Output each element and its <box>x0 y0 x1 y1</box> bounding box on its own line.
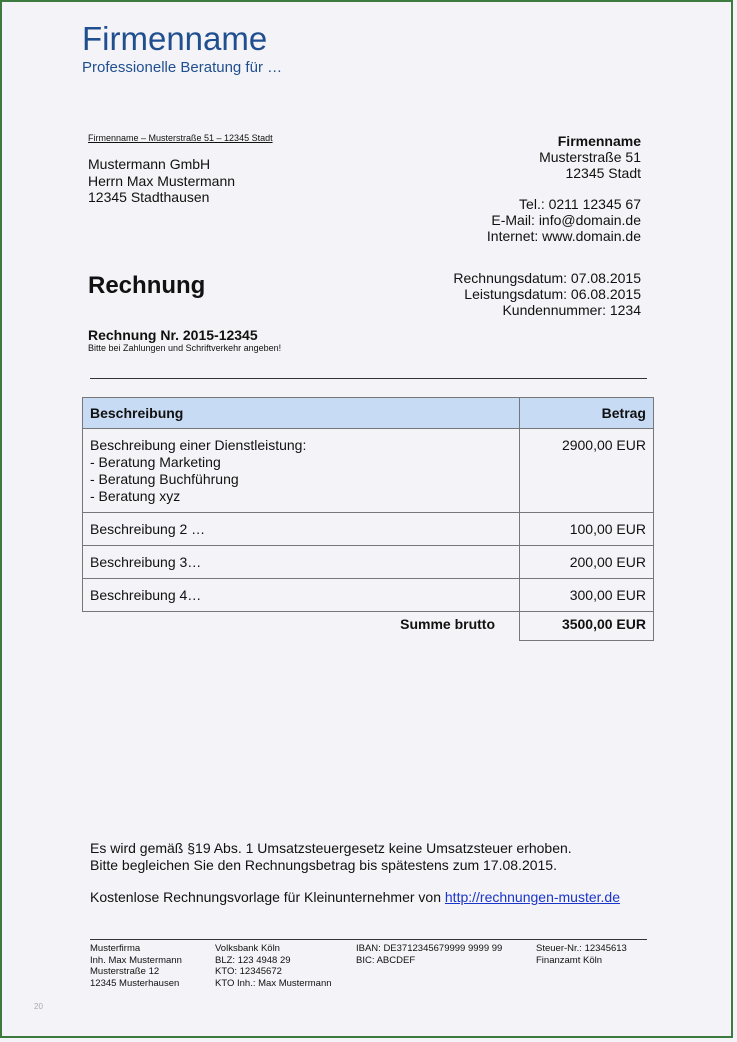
return-address-line: Firmenname – Musterstraße 51 – 12345 Stadt <box>88 133 273 143</box>
invoice-number-note: Bitte bei Zahlungen und Schriftverkehr angeben! <box>88 343 282 353</box>
recipient-city: 12345 Stadthausen <box>88 189 210 205</box>
footer-iban-column <box>356 943 502 966</box>
row-amount: 2900,00 EUR <box>520 429 654 513</box>
column-header-amount: Betrag <box>520 398 654 429</box>
template-credit-text: Kostenlose Rechnungsvorlage für Kleinunternehmer von <box>90 889 445 905</box>
footer-bank-column <box>215 943 332 989</box>
footer-line: Musterfirma <box>90 943 141 954</box>
sender-email: E-Mail: info@domain.de <box>491 212 641 228</box>
footer-line: Volksbank Köln <box>215 943 280 954</box>
service-date: Leistungsdatum: 06.08.2015 <box>464 286 641 302</box>
sender-phone: Tel.: 0211 12345 67 <box>519 196 641 212</box>
table-sum-row <box>83 612 654 641</box>
document-title: Rechnung <box>88 272 206 299</box>
sum-label: Summe brutto <box>400 616 495 632</box>
invoice-dates <box>453 270 641 318</box>
row-description: Beschreibung 4… <box>83 579 520 612</box>
row-amount: 300,00 EUR <box>520 579 654 612</box>
customer-number: Kundennummer: 1234 <box>502 302 641 318</box>
table-row <box>83 429 654 513</box>
sum-amount: 3500,00 EUR <box>520 612 654 641</box>
description-line: - Beratung Marketing <box>90 454 221 470</box>
footer-line: KTO Inh.: Max Mustermann <box>215 977 332 989</box>
company-tagline: Professionelle Beratung für … <box>82 59 283 76</box>
invoice-number: Rechnung Nr. 2015-12345 <box>88 327 258 343</box>
column-header-description: Beschreibung <box>83 398 520 429</box>
payment-deadline-note: Bitte begleichen Sie den Rechnungsbetrag bis spätestens zum 17.08.2015. <box>90 856 557 873</box>
payment-notes <box>90 840 620 906</box>
description-line: Beschreibung einer Dienstleistung: <box>90 437 307 453</box>
row-description <box>83 429 520 513</box>
footer-line: Inh. Max Mustermann <box>90 954 182 966</box>
sender-street: Musterstraße 51 <box>539 149 641 165</box>
footer-line: 12345 Musterhausen <box>90 977 180 989</box>
footer-line: Musterstraße 12 <box>90 966 160 977</box>
table-row <box>83 579 654 612</box>
row-amount: 100,00 EUR <box>520 513 654 546</box>
row-description: Beschreibung 2 … <box>83 513 520 546</box>
footer-line: KTO: 12345672 <box>215 966 282 977</box>
sender-name: Firmenname <box>557 133 641 149</box>
invoice-date: Rechnungsdatum: 07.08.2015 <box>453 270 641 286</box>
template-link[interactable]: http://rechnungen-muster.de <box>444 889 620 905</box>
footer-tax-column <box>536 943 627 966</box>
table-header-row <box>83 398 654 429</box>
footer-line: BLZ: 123 4948 29 <box>215 954 291 966</box>
footer-company-column <box>90 943 182 989</box>
table-row <box>83 546 654 579</box>
footer-divider <box>90 939 647 940</box>
template-credit <box>90 889 620 906</box>
sender-web: Internet: www.domain.de <box>486 228 641 244</box>
sender-city: 12345 Stadt <box>565 165 641 181</box>
description-line: - Beratung xyz <box>90 488 181 504</box>
table-row <box>83 513 654 546</box>
row-amount: 200,00 EUR <box>520 546 654 579</box>
company-name: Firmenname <box>82 20 268 57</box>
row-description: Beschreibung 3… <box>83 546 520 579</box>
sender-block <box>487 133 641 244</box>
line-items-table <box>82 397 654 641</box>
page-number: 20 <box>34 1002 43 1011</box>
footer-line: Finanzamt Köln <box>536 954 603 966</box>
divider <box>90 378 647 379</box>
recipient-address <box>88 156 235 206</box>
recipient-person: Herrn Max Mustermann <box>88 172 236 189</box>
recipient-company: Mustermann GmbH <box>88 156 211 172</box>
footer-line: IBAN: DE3712345679999 9999 99 <box>356 943 503 954</box>
footer-line: Steuer-Nr.: 12345613 <box>536 943 627 954</box>
footer-line: BIC: ABCDEF <box>356 954 416 966</box>
description-line: - Beratung Buchführung <box>90 471 239 487</box>
tax-note: Es wird gemäß §19 Abs. 1 Umsatzsteuergesetz keine Umsatzsteuer erhoben. <box>90 840 572 856</box>
